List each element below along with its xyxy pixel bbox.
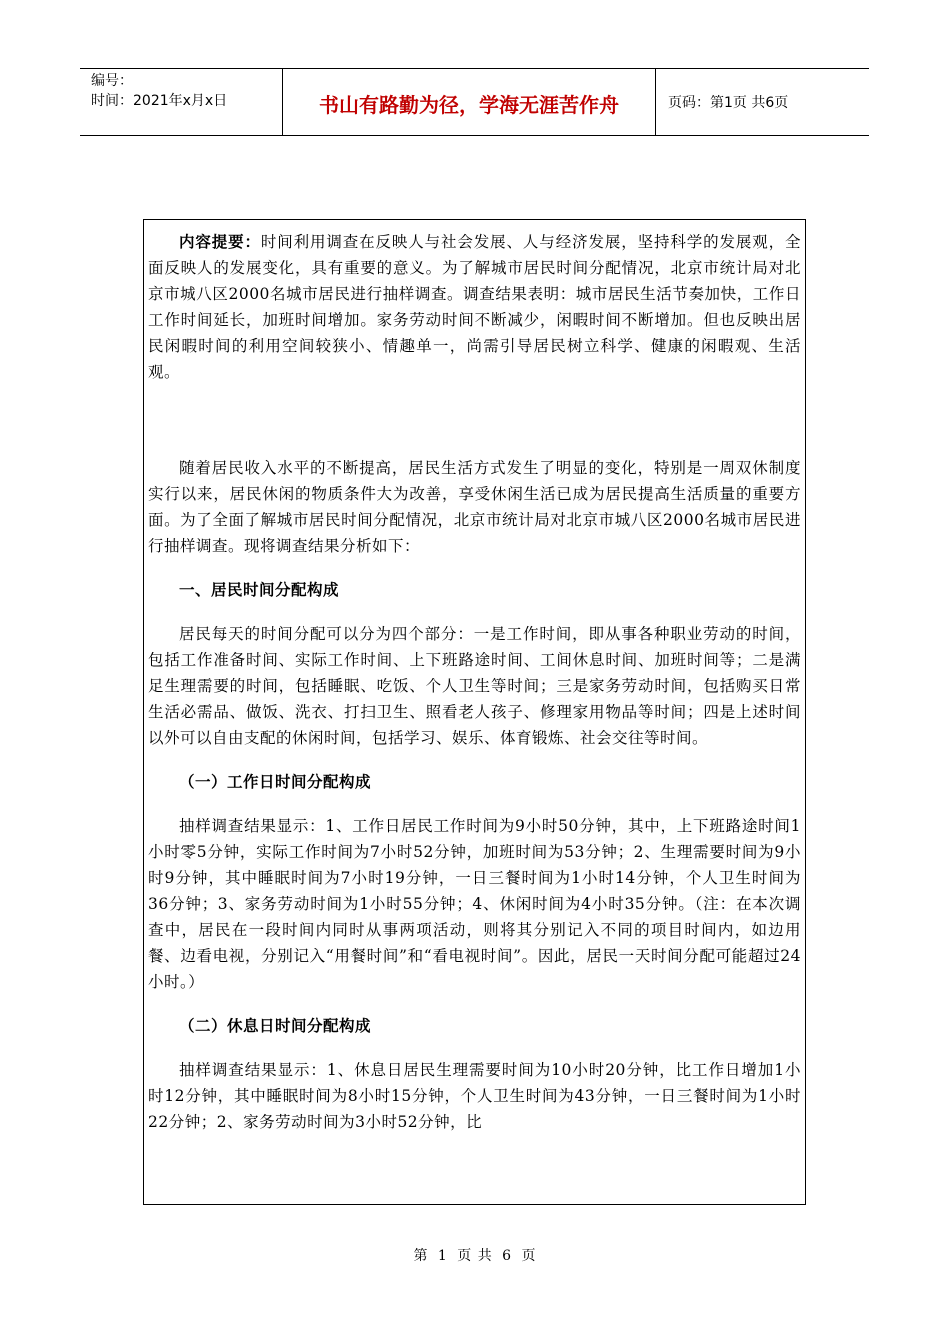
section1-paragraph: 居民每天的时间分配可以分为四个部分：一是工作时间，即从事各种职业劳动的时间，包括工作准备时间、实际工作时间、上下班路途时间、工间休息时间、加班时间等；二是满足生理需要的时间，包括睡眠、吃饭、个人卫生等时间；三是家务劳动时间，包括购买日常生活必需品、做饭、洗衣、打扫卫生、照看老人孩子、修理家用物品等时间；四是上述时间以外可以自由支配的休闲时间，包括学习、娱乐、体育锻炼、社会交往等时间。	[148, 625, 801, 747]
subsection2-paragraph: 抽样调查结果显示：1、休息日居民生理需要时间为10小时20分钟，比工作日增加1小时12分钟，其中睡眠时间为8小时15分钟，个人卫生时间为43分钟，一日三餐时间为1小时22分钟；2、家务劳动时间为3小时52分钟，比	[148, 1061, 801, 1131]
subsection1-paragraph: 抽样调查结果显示：1、工作日居民工作时间为9小时50分钟，其中，上下班路途时间1小时零5分钟，实际工作时间为7小时52分钟，加班时间为53分钟；2、生理需要时间为9小时9分钟，其中睡眠时间为7小时19分钟，一日三餐时间为1小时14分钟，个人卫生时间为36分钟；3、家务劳动时间为1小时55分钟；4、休闲时间为4小时35分钟。（注：在本次调查中，居民在一段时间内同时从事两项活动，则将其分别记入不同的项目时间内，如边用餐、边看电视，分别记入“用餐时间”和“看电视时间”。因此，居民一天时间分配可能超过24小时。）	[148, 817, 801, 991]
footer-prefix: 第	[413, 1248, 429, 1264]
header-page-info: 页码：第1页 共6页	[668, 95, 789, 111]
abstract-label: 内容提要：	[179, 232, 261, 251]
footer-total-pages: 6	[502, 1248, 513, 1264]
section1-heading: 一、居民时间分配构成	[179, 580, 340, 599]
document-time-label: 时间：2021年x月x日	[91, 93, 228, 109]
header-left-cell	[80, 69, 283, 135]
subsection2-heading: （二）休息日时间分配构成	[179, 1016, 372, 1035]
document-number-label: 编号：	[91, 73, 133, 89]
page-header	[80, 68, 869, 136]
subsection1-heading: （一）工作日时间分配构成	[179, 772, 372, 791]
intro-paragraph: 随着居民收入水平的不断提高，居民生活方式发生了明显的变化，特别是一周双休制度实行以来，居民休闲的物质条件大为改善，享受休闲生活已成为居民提高生活质量的重要方面。为了全面了解城市居民时间分配情况，北京市统计局对北京市城八区2000名城市居民进行抽样调查。现将调查结果分析如下：	[148, 459, 801, 555]
footer-suffix: 页	[521, 1248, 537, 1264]
page-footer	[0, 1245, 950, 1265]
header-motto: 书山有路勤为径，学海无涯苦作舟	[283, 69, 656, 135]
footer-middle: 页 共	[457, 1248, 493, 1264]
abstract-text: 时间利用调查在反映人与社会发展、人与经济发展，坚持科学的发展观，全面反映人的发展变化，具有重要的意义。为了解城市居民时间分配情况，北京市统计局对北京市城八区2000名城市居民进行抽样调查。调查结果表明：城市居民生活节奏加快，工作日工作时间延长，加班时间增加。家务劳动时间不断减少，闲暇时间不断增加。但也反映出居民闲暇时间的利用空间较狭小、情趣单一，尚需引导居民树立科学、健康的闲暇观、生活观。	[148, 233, 801, 381]
abstract-paragraph	[148, 229, 801, 385]
content-box	[143, 219, 806, 1205]
footer-current-page: 1	[437, 1248, 448, 1264]
